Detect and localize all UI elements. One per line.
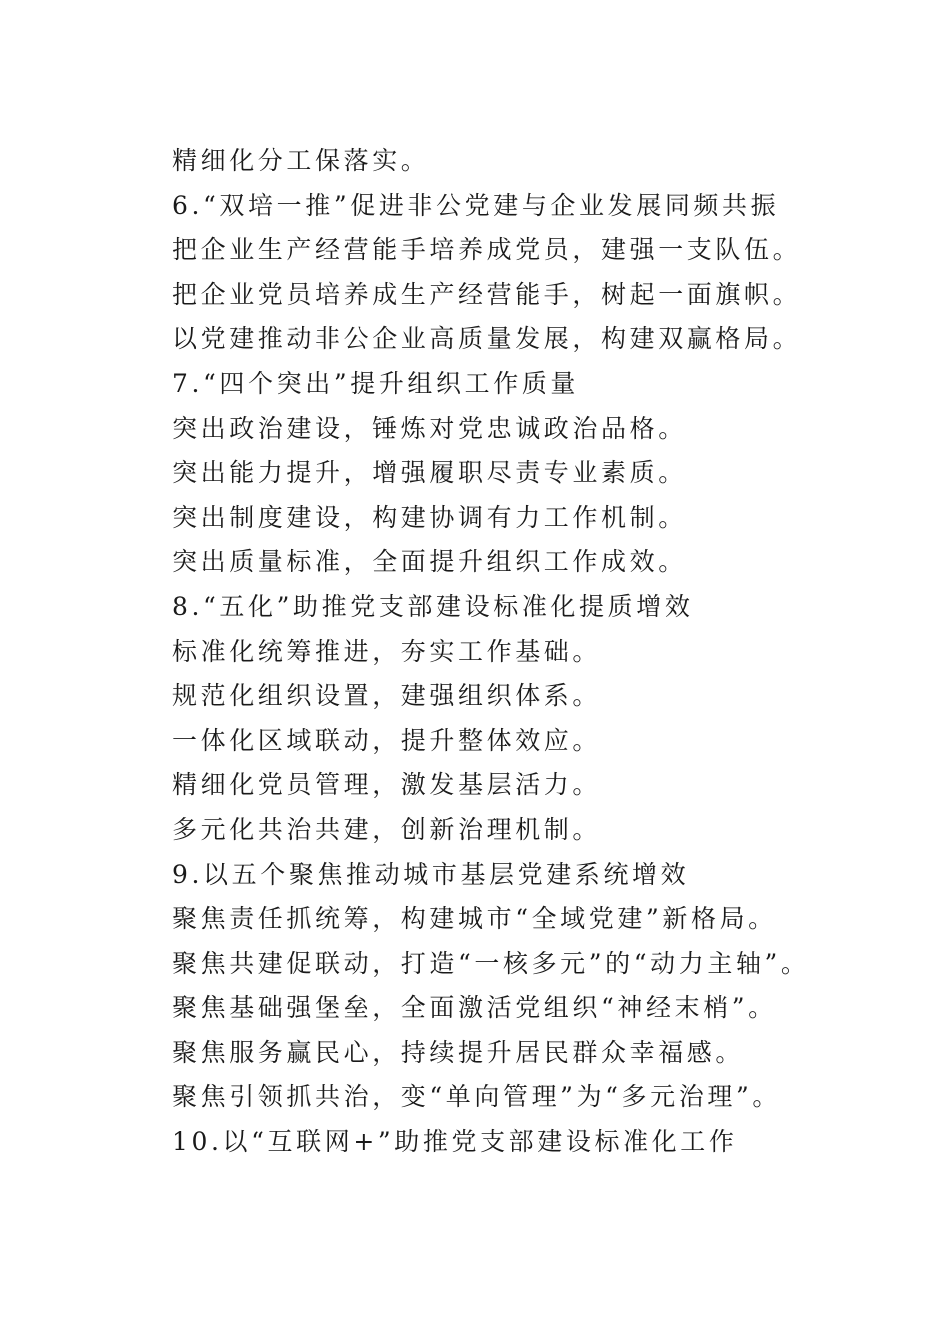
document-body <box>172 139 912 1165</box>
text-line: 突出制度建设，构建协调有力工作机制。 <box>172 502 687 532</box>
text-line: 突出政治建设，锤炼对党忠诚政治品格。 <box>172 413 687 443</box>
text-line: 聚焦服务赢民心，持续提升居民群众幸福感。 <box>172 1037 745 1067</box>
section-heading: 7.“四个突出”提升组织工作质量 <box>172 368 580 398</box>
text-line: 聚焦责任抓统筹，构建城市“全域党建”新格局。 <box>172 904 777 934</box>
text-line: 聚焦基础强堡垒，全面激活党组织“神经末梢”。 <box>172 993 777 1023</box>
section-heading: 10.以“互联网+”助推党支部建设标准化工作 <box>172 1127 738 1157</box>
text-line: 精细化分工保落实。 <box>172 146 430 175</box>
text-line: 聚焦引领抓共治，变“单向管理”为“多元治理”。 <box>172 1082 781 1112</box>
text-line: 一体化区域联动，提升整体效应。 <box>172 725 602 755</box>
text-line: 把企业生产经营能手培养成党员，建强一支队伍。 <box>172 235 802 265</box>
section-heading: 6.“双培一推”促进非公党建与企业发展同频共振 <box>172 190 780 220</box>
text-line: 突出能力提升，增强履职尽责专业素质。 <box>172 458 687 488</box>
section-heading: 9.以五个聚焦推动城市基层党建系统增效 <box>172 859 690 889</box>
text-line: 规范化组织设置，建强组织体系。 <box>172 681 602 711</box>
text-line: 把企业党员培养成生产经营能手，树起一面旗帜。 <box>172 279 802 309</box>
text-line: 以党建推动非公企业高质量发展，构建双赢格局。 <box>172 324 802 354</box>
text-line: 聚焦共建促联动，打造“一核多元”的“动力主轴”。 <box>172 948 810 978</box>
text-line: 精细化党员管理，激发基层活力。 <box>172 770 602 800</box>
text-line: 突出质量标准，全面提升组织工作成效。 <box>172 547 687 577</box>
text-line: 标准化统筹推进，夯实工作基础。 <box>172 636 602 666</box>
section-heading: 8.“五化”助推党支部建设标准化提质增效 <box>172 591 694 621</box>
text-line: 多元化共治共建，创新治理机制。 <box>172 814 602 844</box>
